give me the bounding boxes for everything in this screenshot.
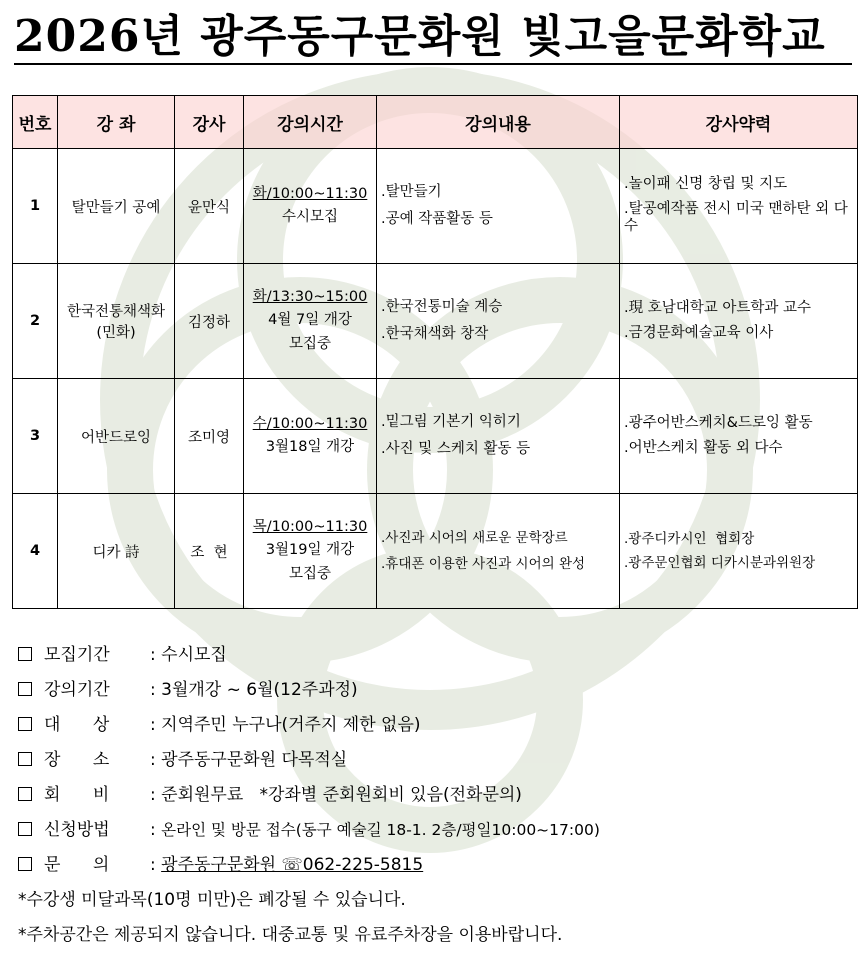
lecture-content	[377, 149, 620, 264]
content-item: .한국채색화 창작	[381, 326, 489, 342]
header-number: 번호	[13, 96, 58, 149]
table-row	[13, 494, 858, 609]
row-number: 4	[13, 494, 58, 609]
time-status: 3월19일 개강	[265, 542, 355, 559]
instructor-name: 조 현	[175, 494, 244, 609]
course-name: 디카 詩	[58, 494, 175, 609]
note-fee: 회 비 : 준회원무료 *강좌별 준회원회비 있음(전화문의)	[18, 780, 600, 815]
time-status: 모집중	[288, 565, 332, 582]
note-application: 신청방법 : 온라인 및 방문 접수(동구 예술길 18-1. 2층/평일10:00~17:00)	[18, 815, 600, 850]
header-time: 강의시간	[244, 96, 377, 149]
time-status: 수시모집	[281, 209, 339, 225]
lecture-content	[377, 379, 620, 494]
note-contact: 문 의 : 광주동구문화원 ☏062-225-5815	[18, 850, 600, 885]
checkbox-square-icon	[18, 752, 32, 766]
header-course: 강 좌	[58, 96, 175, 149]
note-recruit-period: 모집기간 : 수시모집	[18, 640, 600, 675]
instructor-career	[620, 149, 858, 264]
lecture-time	[244, 149, 377, 264]
row-number: 2	[13, 264, 58, 379]
career-item: .놀이패 신명 창립 및 지도	[624, 176, 788, 193]
warning-parking: *주차공간은 제공되지 않습니다. 대중교통 및 유료주차장을 이용바랍니다.	[18, 925, 563, 945]
instructor-career	[620, 494, 858, 609]
instructor-career	[620, 264, 858, 379]
instructor-career	[620, 379, 858, 494]
checkbox-square-icon	[18, 822, 32, 836]
content-item: .탈만들기	[381, 183, 442, 200]
instructor-name: 조미영	[175, 379, 244, 494]
course-name: 한국전통채색화 (민화)	[58, 264, 175, 379]
header-career: 강사약력	[620, 96, 858, 149]
career-item: .광주문인협회 디카시분과위원장	[624, 554, 816, 571]
content-item: .사진과 시어의 새로운 문학장르	[381, 529, 568, 546]
checkbox-square-icon	[18, 717, 32, 731]
content-item: .공예 작품활동 등	[381, 211, 493, 227]
time-schedule: 목/10:00~11:30	[252, 518, 368, 535]
lecture-time	[244, 494, 377, 609]
time-schedule: 수/10:00~11:30	[252, 415, 368, 432]
course-name: 탈만들기 공예	[58, 149, 175, 264]
row-number: 1	[13, 149, 58, 264]
career-item: .탈공예작품 전시 미국 맨하탄 외 다수	[624, 200, 848, 235]
career-item: .어반스케치 활동 외 다수	[624, 439, 783, 456]
info-notes	[18, 640, 600, 955]
checkbox-square-icon	[18, 787, 32, 801]
checkbox-square-icon	[18, 857, 32, 871]
career-item: .광주어반스케치&드로잉 활동	[624, 415, 813, 432]
career-item: .광주디카시인 협회장	[624, 531, 755, 548]
content-item: .사진 및 스케치 활동 등	[381, 441, 531, 457]
lecture-content	[377, 264, 620, 379]
note-location: 장 소 : 광주동구문화원 다목적실	[18, 745, 600, 780]
lecture-time	[244, 379, 377, 494]
table-header-row	[13, 96, 858, 149]
career-item: .금경문화예술교육 이사	[624, 324, 774, 341]
header-content: 강의내용	[377, 96, 620, 149]
time-status: 4월 7일 개강	[268, 312, 352, 329]
career-item: .現 호남대학교 아트학과 교수	[624, 300, 812, 317]
checkbox-square-icon	[18, 682, 32, 696]
warning-cancellation: *수강생 미달과목(10명 미만)은 폐강될 수 있습니다.	[18, 890, 406, 910]
title-underline	[14, 63, 852, 65]
course-name: 어반드로잉	[58, 379, 175, 494]
time-status: 3월18일 개강	[265, 439, 355, 455]
row-number: 3	[13, 379, 58, 494]
page-title: 2026년 광주동구문화원 빛고을문화학교	[14, 11, 826, 62]
checkbox-square-icon	[18, 647, 32, 661]
time-schedule: 화/13:30~15:00	[252, 288, 368, 305]
course-table	[12, 95, 858, 609]
instructor-name: 김정하	[175, 264, 244, 379]
content-item: .한국전통미술 계승	[381, 298, 503, 315]
note-lecture-period: 강의기간 : 3월개강 ~ 6월(12주과정)	[18, 675, 600, 710]
note-target: 대 상 : 지역주민 누구나(거주지 제한 없음)	[18, 710, 600, 745]
time-status: 모집중	[288, 335, 332, 352]
time-schedule: 화/10:00~11:30	[252, 185, 368, 202]
table-row	[13, 149, 858, 264]
table-row	[13, 379, 858, 494]
content-item: .휴대폰 이용한 사진과 시어의 완성	[381, 556, 586, 572]
table-row	[13, 264, 858, 379]
lecture-content	[377, 494, 620, 609]
header-instructor: 강사	[175, 96, 244, 149]
contact-phone-link[interactable]: 광주동구문화원 ☏062-225-5815	[161, 855, 424, 875]
lecture-time	[244, 264, 377, 379]
instructor-name: 윤만식	[175, 149, 244, 264]
content-item: .밑그림 기본기 익히기	[381, 413, 521, 430]
